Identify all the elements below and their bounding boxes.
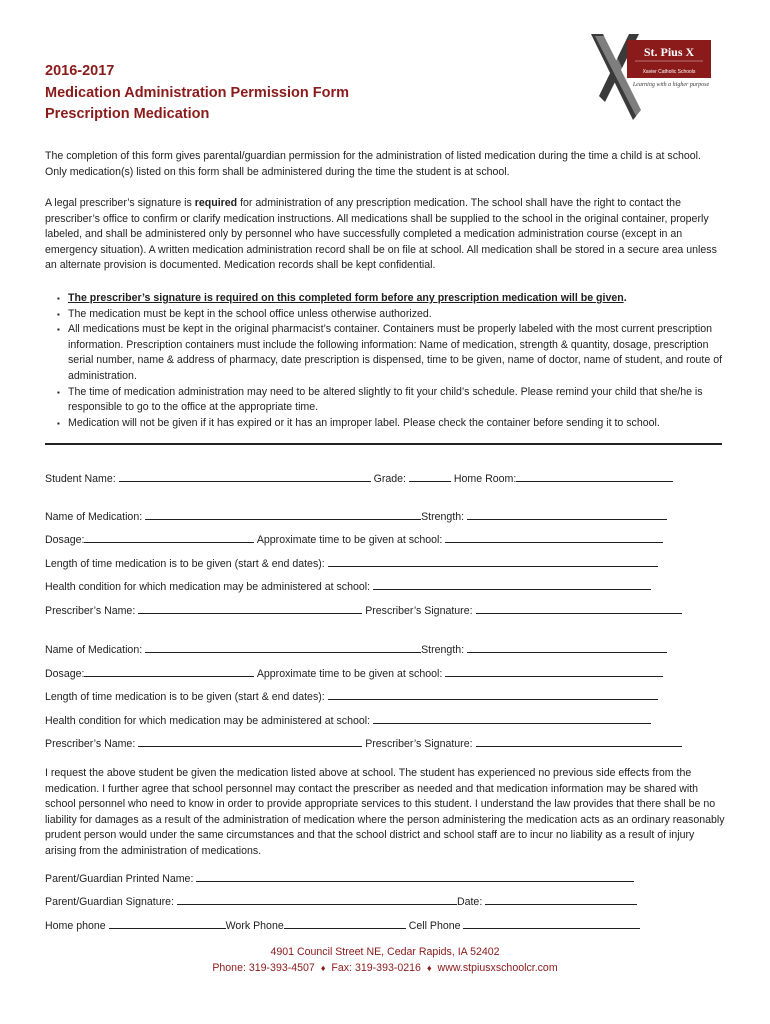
dosage-label: Dosage: xyxy=(45,534,85,546)
logo-sub: Xavier Catholic Schools xyxy=(642,69,696,75)
prescriber-signature-label: Prescriber’s Signature: xyxy=(365,738,473,750)
cell-phone-field[interactable] xyxy=(463,918,640,929)
intro-p2-start: A legal prescriber’s signature is xyxy=(45,197,195,209)
student-name-label: Student Name: xyxy=(45,473,116,485)
medication-2-prescriber-row xyxy=(45,736,682,751)
home-phone-label: Home phone xyxy=(45,920,106,932)
medication-1-name-row xyxy=(45,509,667,524)
diamond-separator-icon: ♦ xyxy=(320,963,326,973)
rule-item: ▪ The prescriber’s signature is required on this completed form before any prescription medication will be given. xyxy=(57,292,627,304)
rule-item: ▪ The time of medication administration may need to be altered slightly to fit your child’s schedule. Please remind your child that she/he is responsible to go to the office at the appropriate time. xyxy=(57,385,703,414)
medication-2-dosage-row xyxy=(45,666,663,681)
length-field[interactable] xyxy=(328,689,658,700)
work-phone-label: Work Phone xyxy=(225,920,284,932)
intro-p2-rest: for administration of any prescription medication. The school shall have the right to contact the prescriber’s office to confirm or clarify medication instructions. All medications shall be supplied to the school in the original container, properly labeled, and shall be administered only by personnel who have successfully completed a medication administration course (except in an emergency situation). A written medication administration record shall be on file at school. All medication shall be stored in a secure area unless an alternate provision is documented. Medication records shall be kept confidential. xyxy=(45,197,717,272)
intro-p2-required: required xyxy=(194,197,238,209)
medication-name-label: Name of Medication: xyxy=(45,644,143,656)
form-header xyxy=(45,61,349,126)
strength-label: Strength: xyxy=(421,511,465,523)
grade-field[interactable] xyxy=(409,471,451,482)
grade-label: Grade: xyxy=(373,473,406,485)
medication-1-dosage-row xyxy=(45,532,663,547)
length-label: Length of time medication is to be given (start & end dates): xyxy=(45,691,325,703)
dosage-field[interactable] xyxy=(84,666,254,677)
prescriber-name-label: Prescriber’s Name: xyxy=(45,605,136,617)
rule-item: ▪ All medications must be kept in the original pharmacist’s container. Containers must be properly labeled with the most current prescription information. Prescription containers must include the following information: Name of medication, strength & quantity, dosage, prescription serial number, name & address of pharmacy, date prescription is dispensed, time to be given, name of doctor, name of student, and route of administration. xyxy=(57,323,723,382)
home-room-label: Home Room: xyxy=(453,473,517,485)
medication-2-health-row xyxy=(45,713,651,728)
parent-signature-field[interactable] xyxy=(177,894,457,905)
prescriber-name-field[interactable] xyxy=(138,736,362,747)
health-field[interactable] xyxy=(373,713,651,724)
parent-printed-name-label: Parent/Guardian Printed Name: xyxy=(45,873,194,885)
agreement-paragraph: I request the above student be given the medication listed above at school. The student has experienced no previous side effects from the medication. I further agree that school personnel may contact the prescriber as needed and that medication information may be shared with school personnel who need to know in order to provide appropriate services to this student. I understand the law provides that there shall be no liability for damages as a result of the administration of medication where the person administering the medication acts as an ordinary reasonably prudent person would under the same circumstances and that the school district and school staff are to incur no liability as a result of injury arising from the administration of medications. xyxy=(45,767,725,857)
cell-phone-label: Cell Phone xyxy=(408,920,461,932)
intro-paragraph-1: The completion of this form gives parental/guardian permission for the administration of listed medication during the time a child is at school. Only medication(s) listed on this form shall be administered during the time the student is at school. xyxy=(45,150,701,178)
parent-printed-name-field[interactable] xyxy=(196,871,634,882)
rule-item: ▪ The medication must be kept in the school office unless otherwise authorized. xyxy=(57,307,432,320)
health-label: Health condition for which medication may be administered at school: xyxy=(45,715,371,727)
medication-2-length-row xyxy=(45,689,658,704)
medication-name-field[interactable] xyxy=(145,642,421,653)
home-room-field[interactable] xyxy=(516,471,673,482)
prescriber-signature-field[interactable] xyxy=(476,736,682,747)
health-label: Health condition for which medication may be administered at school: xyxy=(45,581,371,593)
form-title: Medication Administration Permission Form xyxy=(45,84,350,101)
diamond-separator-icon: ♦ xyxy=(426,963,432,973)
medication-2-name-row xyxy=(45,642,667,657)
intro-paragraph-2 xyxy=(45,196,725,274)
approx-time-field[interactable] xyxy=(445,532,663,543)
logo-tagline: Learning with a higher purpose xyxy=(632,82,710,88)
dosage-field[interactable] xyxy=(84,532,254,543)
approx-time-label: Approximate time to be given at school: xyxy=(256,534,443,546)
approx-time-field[interactable] xyxy=(445,666,663,677)
footer-website-link[interactable]: www.stpiusxschoolcr.com xyxy=(437,962,558,974)
rule-item: ▪ Medication will not be given if it has expired or it has an improper label. Please check the container before sending it to school. xyxy=(57,416,660,429)
prescriber-signature-field[interactable] xyxy=(476,603,682,614)
health-field[interactable] xyxy=(373,579,651,590)
student-name-field[interactable] xyxy=(119,471,371,482)
student-row xyxy=(45,471,673,486)
strength-label: Strength: xyxy=(421,644,465,656)
parent-signature-row xyxy=(45,894,637,909)
school-logo xyxy=(583,32,713,122)
medication-1-health-row xyxy=(45,579,651,594)
date-field[interactable] xyxy=(485,894,637,905)
footer-fax: Fax: 319-393-0216 xyxy=(331,962,421,974)
home-phone-field[interactable] xyxy=(109,918,226,929)
prescriber-name-field[interactable] xyxy=(138,603,362,614)
phone-row xyxy=(45,918,640,933)
prescriber-name-label: Prescriber’s Name: xyxy=(45,738,136,750)
length-field[interactable] xyxy=(328,556,658,567)
parent-signature-label: Parent/Guardian Signature: xyxy=(45,896,174,908)
medication-1-prescriber-row xyxy=(45,603,682,618)
footer-phone: Phone: 319-393-4507 xyxy=(212,962,315,974)
form-subtitle: Prescription Medication xyxy=(45,106,210,122)
section-divider xyxy=(45,443,722,445)
work-phone-field[interactable] xyxy=(284,918,406,929)
date-label: Date: xyxy=(456,896,483,908)
approx-time-label: Approximate time to be given at school: xyxy=(256,668,443,680)
dosage-label: Dosage: xyxy=(45,668,85,680)
rules-list xyxy=(45,291,725,431)
prescriber-signature-label: Prescriber’s Signature: xyxy=(365,605,473,617)
length-label: Length of time medication is to be given (start & end dates): xyxy=(45,558,325,570)
footer-address: 4901 Council Street NE, Cedar Rapids, IA 52402 xyxy=(270,946,500,958)
medication-name-label: Name of Medication: xyxy=(45,511,143,523)
medication-1-length-row xyxy=(45,556,658,571)
form-year: 2016-2017 xyxy=(45,63,115,79)
footer-contact xyxy=(0,962,770,974)
logo-name: St. Pius X xyxy=(643,45,695,59)
strength-field[interactable] xyxy=(467,509,667,520)
strength-field[interactable] xyxy=(467,642,667,653)
parent-name-row xyxy=(45,871,634,886)
medication-name-field[interactable] xyxy=(145,509,421,520)
